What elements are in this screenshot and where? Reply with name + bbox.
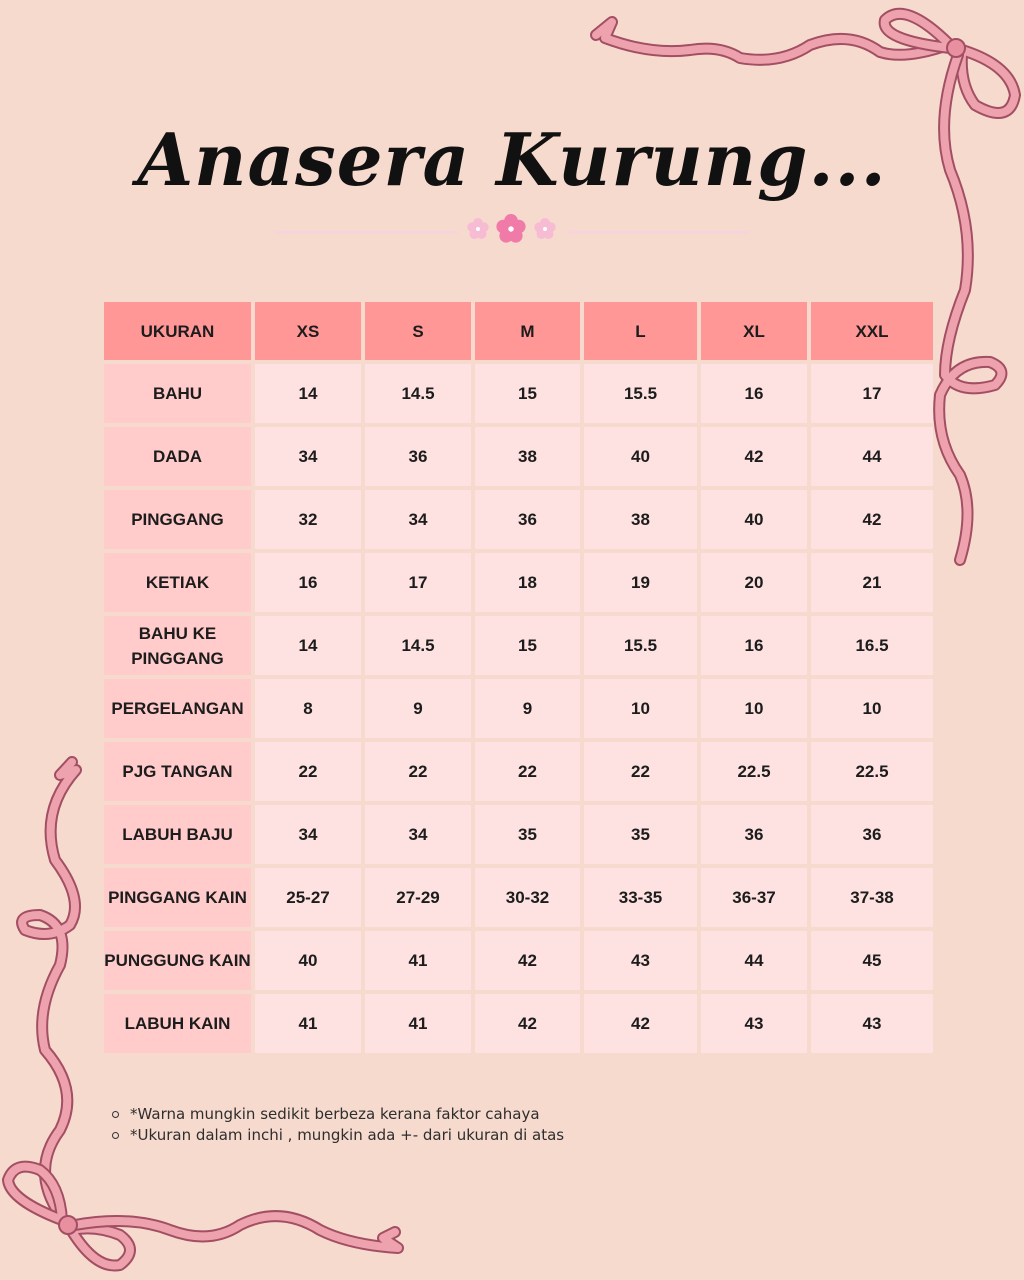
measurement-cell: 22 — [255, 742, 361, 801]
measurement-cell: 10 — [811, 679, 933, 738]
measurement-cell: 43 — [811, 994, 933, 1053]
table-row — [104, 553, 933, 612]
measurement-cell: 42 — [701, 427, 807, 486]
table-row — [104, 994, 933, 1053]
measurement-cell: 16.5 — [811, 616, 933, 675]
measurement-cell: 41 — [255, 994, 361, 1053]
measurement-cell: 21 — [811, 553, 933, 612]
measurement-cell: 44 — [701, 931, 807, 990]
header-size: M — [475, 302, 580, 360]
measurement-cell: 17 — [811, 364, 933, 423]
row-label: PJG TANGAN — [104, 742, 251, 801]
measurement-cell: 44 — [811, 427, 933, 486]
row-label: DADA — [104, 427, 251, 486]
measurement-cell: 40 — [701, 490, 807, 549]
measurement-cell: 38 — [584, 490, 697, 549]
header-size: XL — [701, 302, 807, 360]
measurement-cell: 41 — [365, 994, 471, 1053]
flower-icon — [496, 214, 526, 244]
size-chart-table — [100, 298, 937, 1057]
flower-icon — [534, 218, 556, 240]
row-label: PINGGANG — [104, 490, 251, 549]
table-row — [104, 616, 933, 675]
table-row — [104, 427, 933, 486]
measurement-cell: 16 — [701, 364, 807, 423]
measurement-cell: 14 — [255, 364, 361, 423]
bullet-icon — [112, 1132, 119, 1139]
notes-list — [112, 1104, 564, 1146]
row-label: BAHU KE PINGGANG — [104, 616, 251, 675]
flower-icon — [467, 218, 489, 240]
measurement-cell: 37-38 — [811, 868, 933, 927]
measurement-cell: 35 — [584, 805, 697, 864]
measurement-cell: 32 — [255, 490, 361, 549]
measurement-cell: 16 — [701, 616, 807, 675]
measurement-cell: 42 — [475, 931, 580, 990]
table-row — [104, 679, 933, 738]
measurement-cell: 9 — [365, 679, 471, 738]
measurement-cell: 42 — [475, 994, 580, 1053]
table-row — [104, 742, 933, 801]
measurement-cell: 22 — [365, 742, 471, 801]
row-label: LABUH BAJU — [104, 805, 251, 864]
note-text: *Ukuran dalam inchi , mungkin ada +- dari ukuran di atas — [130, 1126, 565, 1144]
measurement-cell: 15 — [475, 616, 580, 675]
row-label: BAHU — [104, 364, 251, 423]
note-item — [112, 1104, 564, 1125]
measurement-cell: 42 — [811, 490, 933, 549]
header-size: XXL — [811, 302, 933, 360]
measurement-cell: 43 — [701, 994, 807, 1053]
measurement-cell: 41 — [365, 931, 471, 990]
measurement-cell: 42 — [584, 994, 697, 1053]
measurement-cell: 22.5 — [701, 742, 807, 801]
bullet-icon — [112, 1111, 119, 1118]
measurement-cell: 18 — [475, 553, 580, 612]
divider-line-left — [274, 231, 458, 234]
measurement-cell: 36 — [475, 490, 580, 549]
note-text: *Warna mungkin sedikit berbeza kerana faktor cahaya — [130, 1105, 540, 1123]
table-row — [104, 931, 933, 990]
measurement-cell: 15.5 — [584, 616, 697, 675]
measurement-cell: 33-35 — [584, 868, 697, 927]
measurement-cell: 22.5 — [811, 742, 933, 801]
measurement-cell: 14 — [255, 616, 361, 675]
measurement-cell: 36 — [365, 427, 471, 486]
measurement-cell: 16 — [255, 553, 361, 612]
measurement-cell: 22 — [584, 742, 697, 801]
title-divider — [274, 226, 750, 238]
table-row — [104, 868, 933, 927]
row-label: PERGELANGAN — [104, 679, 251, 738]
measurement-cell: 36 — [701, 805, 807, 864]
divider-line-right — [568, 231, 750, 234]
measurement-cell: 15 — [475, 364, 580, 423]
note-item — [112, 1125, 564, 1146]
table-header-row — [104, 302, 933, 360]
measurement-cell: 19 — [584, 553, 697, 612]
measurement-cell: 35 — [475, 805, 580, 864]
measurement-cell: 34 — [365, 805, 471, 864]
measurement-cell: 22 — [475, 742, 580, 801]
measurement-cell: 38 — [475, 427, 580, 486]
measurement-cell: 45 — [811, 931, 933, 990]
measurement-cell: 17 — [365, 553, 471, 612]
measurement-cell: 10 — [701, 679, 807, 738]
measurement-cell: 36-37 — [701, 868, 807, 927]
measurement-cell: 27-29 — [365, 868, 471, 927]
row-label: KETIAK — [104, 553, 251, 612]
table-row — [104, 805, 933, 864]
measurement-cell: 25-27 — [255, 868, 361, 927]
measurement-cell: 10 — [584, 679, 697, 738]
measurement-cell: 40 — [584, 427, 697, 486]
table-row — [104, 364, 933, 423]
measurement-cell: 43 — [584, 931, 697, 990]
measurement-cell: 15.5 — [584, 364, 697, 423]
row-label: PUNGGUNG KAIN — [104, 931, 251, 990]
header-ukuran: UKURAN — [104, 302, 251, 360]
page-title: Anasera Kurung... — [137, 117, 887, 202]
measurement-cell: 30-32 — [475, 868, 580, 927]
measurement-cell: 14.5 — [365, 364, 471, 423]
measurement-cell: 40 — [255, 931, 361, 990]
measurement-cell: 9 — [475, 679, 580, 738]
header-size: S — [365, 302, 471, 360]
measurement-cell: 8 — [255, 679, 361, 738]
measurement-cell: 34 — [255, 427, 361, 486]
row-label: PINGGANG KAIN — [104, 868, 251, 927]
row-label: LABUH KAIN — [104, 994, 251, 1053]
table-row — [104, 490, 933, 549]
measurement-cell: 14.5 — [365, 616, 471, 675]
header-size: L — [584, 302, 697, 360]
measurement-cell: 20 — [701, 553, 807, 612]
header-size: XS — [255, 302, 361, 360]
measurement-cell: 36 — [811, 805, 933, 864]
measurement-cell: 34 — [255, 805, 361, 864]
measurement-cell: 34 — [365, 490, 471, 549]
